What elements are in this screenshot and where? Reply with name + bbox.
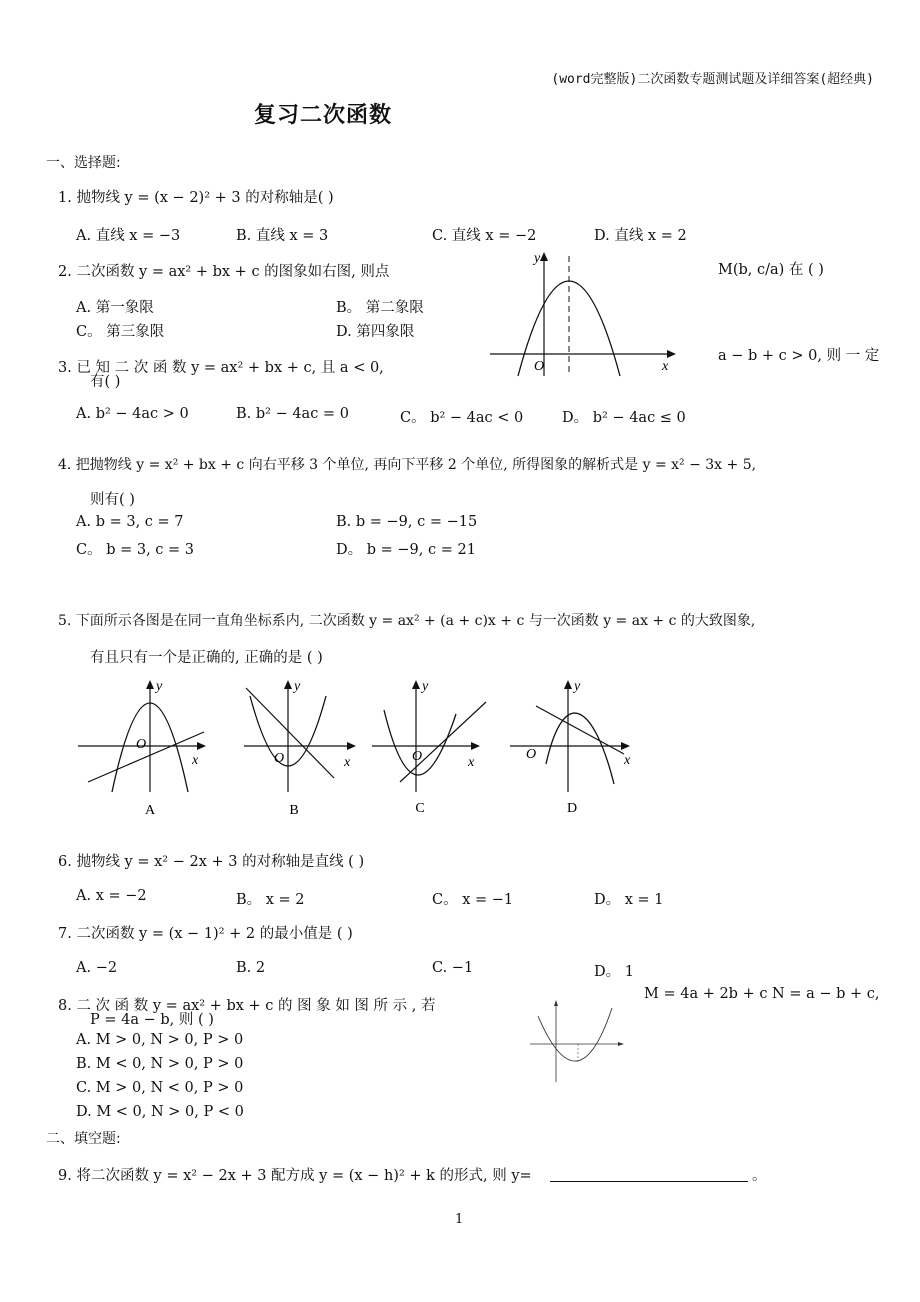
q8-stem-2: P = 4a − b, 则 ( ) — [90, 1012, 214, 1028]
q5c-y-label: y — [422, 679, 429, 694]
q5d-origin-label: O — [526, 747, 537, 762]
q5-graph-d — [506, 674, 646, 824]
q7-stem: 7. 二次函数 y = (x − 1)² + 2 的最小值是 ( ) — [58, 926, 353, 942]
page-title: 复习二次函数 — [254, 103, 393, 128]
q5c-x-label: x — [468, 755, 475, 770]
q5-label-a: A — [144, 803, 156, 818]
q9-stem: 9. 将二次函数 y = x² − 2x + 3 配方成 y = (x − h)² + k 的形式, 则 y= — [58, 1168, 532, 1184]
q4-stem: 4. 把抛物线 y = x² + bx + c 向右平移 3 个单位, 再向下平移 2 个单位, 所得图象的解析式是 y = x² − 3x + 5, — [58, 457, 757, 473]
q5-stem-2: 有且只有一个是正确的, 正确的是 ( ) — [90, 650, 323, 666]
q2-option-d: D. 第四象限 — [336, 324, 415, 340]
q4-option-a: A. b = 3, c = 7 — [76, 514, 184, 530]
q9-answer-blank[interactable] — [550, 1181, 748, 1182]
q7-option-a: A. −2 — [76, 960, 118, 976]
q1-stem: 1. 抛物线 y = (x − 2)² + 3 的对称轴是( ) — [58, 190, 334, 206]
q5-stem: 5. 下面所示各图是在同一直角坐标系内, 二次函数 y = ax² + (a + c)x + c 与一次函数 y = ax + c 的大致图象, — [58, 613, 756, 629]
q5b-origin-label: O — [274, 751, 285, 766]
q3-stem: 3. 已 知 二 次 函 数 y = ax² + bx + c, 且 a < 0, — [58, 360, 384, 376]
q1-option-b: B. 直线 x = 3 — [236, 228, 329, 244]
q8-option-d: D. M < 0, N > 0, P < 0 — [76, 1104, 244, 1120]
q4-option-d: D。 b = −9, c = 21 — [336, 542, 476, 558]
q8-option-b: B. M < 0, N > 0, P > 0 — [76, 1056, 244, 1072]
q3-option-b: B. b² − 4ac = 0 — [236, 406, 349, 422]
q3-option-d: D。 b² − 4ac ≤ 0 — [562, 410, 686, 426]
q1-option-a: A. 直线 x = −3 — [76, 228, 181, 244]
section-choice-heading: 一、选择题: — [46, 155, 121, 171]
q6-option-d: D。 x = 1 — [594, 892, 664, 908]
q5a-y-label: y — [156, 679, 163, 694]
q2-graph — [488, 244, 688, 379]
q2-option-a: A. 第一象限 — [76, 300, 154, 316]
q5a-origin-label: O — [136, 737, 147, 752]
q5-label-b: B — [289, 803, 299, 818]
page-number: 1 — [455, 1212, 464, 1227]
q5b-y-label: y — [294, 679, 301, 694]
q7-option-b: B. 2 — [236, 960, 266, 976]
section-fill-heading: 二、填空题: — [46, 1131, 121, 1147]
q5-graph-a — [76, 674, 216, 824]
q6-option-a: A. x = −2 — [76, 888, 147, 904]
q2-x-label: x — [662, 359, 669, 374]
q1-option-c: C. 直线 x = −2 — [432, 228, 537, 244]
q2-tail: M(b, c/a) 在 ( ) — [718, 262, 824, 278]
q2-option-c: C。 第三象限 — [76, 324, 165, 340]
q3-stem-2: 有( ) — [90, 374, 121, 390]
document-header: (word完整版)二次函数专题测试题及详细答案(超经典) — [551, 72, 874, 87]
q2-option-b: B。 第二象限 — [336, 300, 424, 316]
q8-graph — [528, 998, 628, 1086]
q9-end: 。 — [752, 1168, 767, 1184]
q8-stem: 8. 二 次 函 数 y = ax² + bx + c 的 图 象 如 图 所 示 , 若 — [58, 998, 436, 1014]
q5-label-c: C — [415, 801, 425, 816]
q5c-origin-label: O — [412, 749, 423, 764]
q4-stem-2: 则有( ) — [90, 492, 135, 508]
q8-tail: M = 4a + 2b + c N = a − b + c, — [644, 986, 880, 1002]
q5a-x-label: x — [192, 753, 199, 768]
q1-option-d: D. 直线 x = 2 — [594, 228, 687, 244]
q6-option-c: C。 x = −1 — [432, 892, 514, 908]
q4-option-b: B. b = −9, c = −15 — [336, 514, 478, 530]
q4-option-c: C。 b = 3, c = 3 — [76, 542, 195, 558]
q5d-x-label: x — [624, 753, 631, 768]
q5-label-d: D — [566, 801, 578, 816]
q6-option-b: B。 x = 2 — [236, 892, 305, 908]
q2-y-label: y — [534, 251, 541, 266]
q7-option-d: D。 1 — [594, 964, 634, 980]
q8-option-c: C. M > 0, N < 0, P > 0 — [76, 1080, 244, 1096]
q3-option-c: C。 b² − 4ac < 0 — [400, 410, 524, 426]
q5-graph-b — [238, 674, 368, 824]
q3-tail: a − b + c > 0, 则 一 定 — [718, 348, 880, 364]
q7-option-c: C. −1 — [432, 960, 474, 976]
q5b-x-label: x — [344, 755, 351, 770]
q8-option-a: A. M > 0, N > 0, P > 0 — [76, 1032, 244, 1048]
q2-origin-label: O — [534, 359, 545, 374]
q6-stem: 6. 抛物线 y = x² − 2x + 3 的对称轴是直线 ( ) — [58, 854, 365, 870]
q3-option-a: A. b² − 4ac > 0 — [76, 406, 189, 422]
q5-graph-c — [368, 674, 498, 824]
q5d-y-label: y — [574, 679, 581, 694]
q2-stem: 2. 二次函数 y = ax² + bx + c 的图象如右图, 则点 — [58, 264, 390, 280]
